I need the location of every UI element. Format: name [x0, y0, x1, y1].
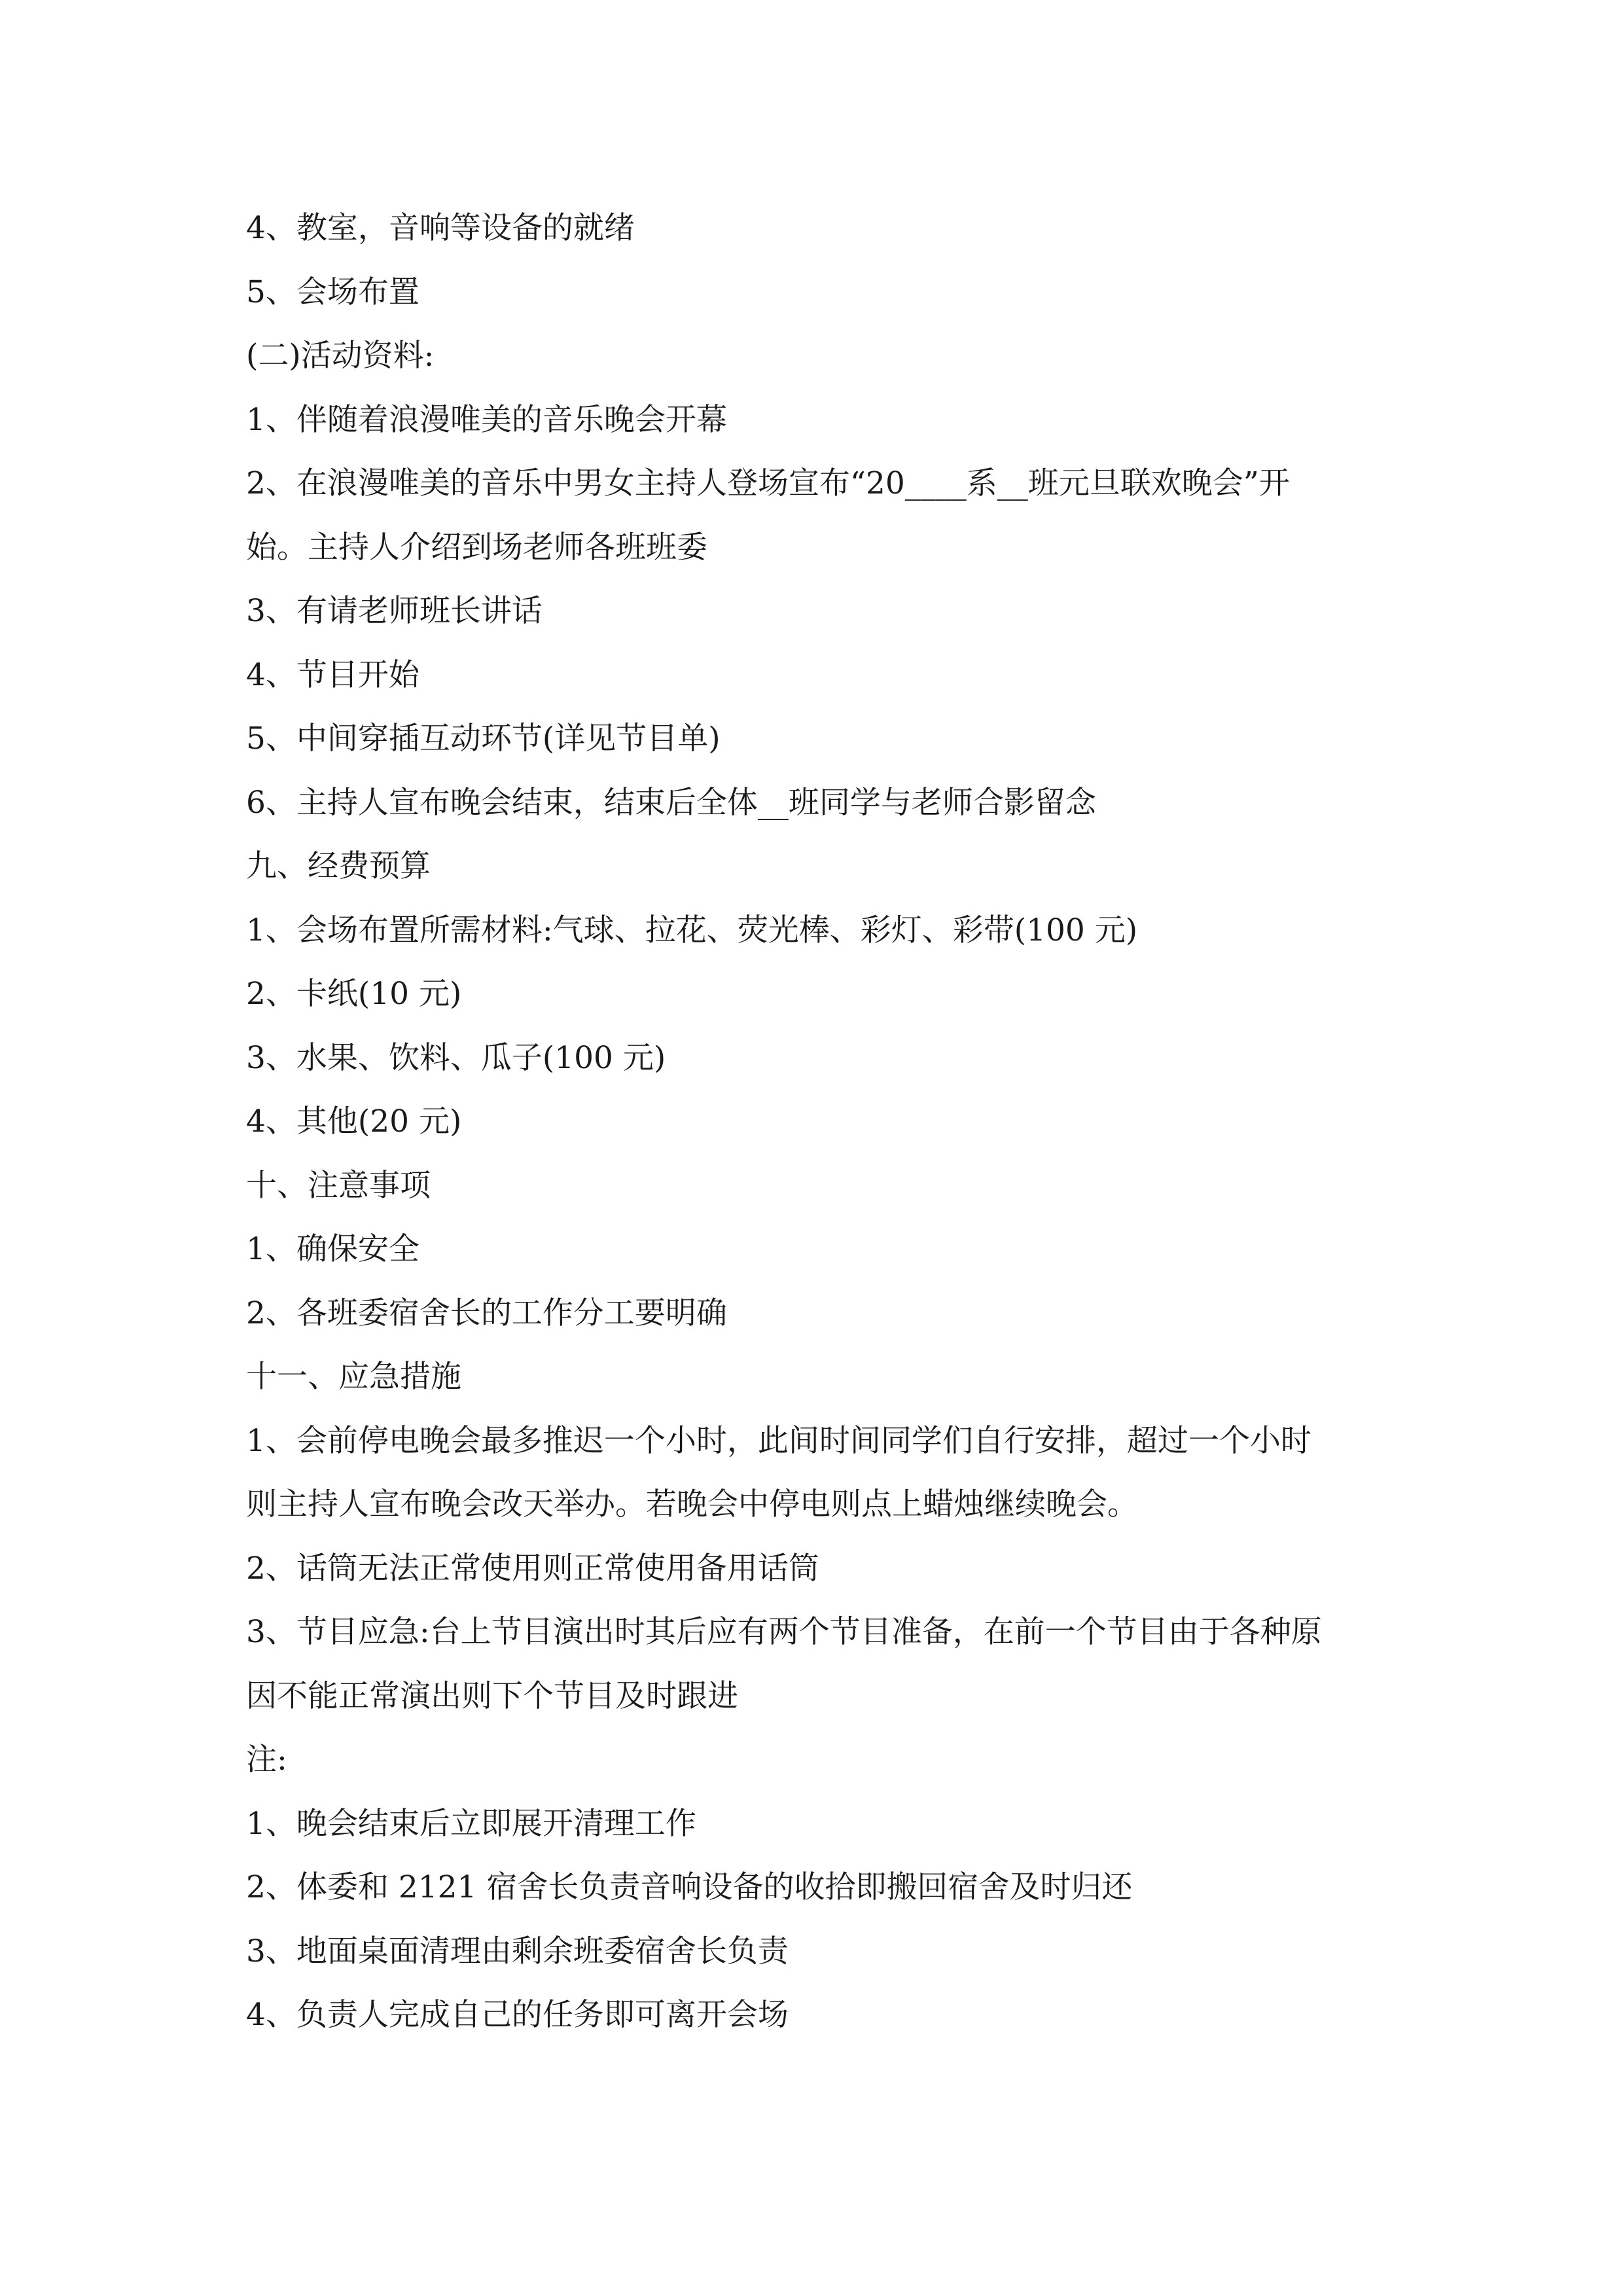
note-item-leave: 4、负责人完成自己的任务即可离开会场 [246, 1997, 789, 2033]
section-heading-notes: 十、注意事项 [246, 1167, 431, 1204]
emergency-item-power-cont: 则主持人宣布晚会改天举办。若晚会中停电则点上蜡烛继续晚会。 [246, 1486, 1138, 1522]
section-heading-budget: 九、经费预算 [246, 848, 431, 884]
list-item-venue-setup: 5、会场布置 [246, 274, 419, 310]
notes-item-safety: 1、确保安全 [246, 1231, 419, 1267]
emergency-item-power: 1、会前停电晚会最多推迟一个小时，此间时间同学们自行安排，超过一个小时 [246, 1422, 1311, 1459]
list-item-equipment-ready: 4、教室，音响等设备的就绪 [246, 210, 635, 246]
budget-item-cardstock: 2、卡纸(10 元) [246, 976, 462, 1012]
emergency-item-program-cont: 因不能正常演出则下个节目及时跟进 [246, 1677, 738, 1714]
emergency-item-program: 3、节目应急:台上节目演出时其后应有两个节目准备，在前一个节目由于各种原 [246, 1614, 1322, 1650]
emergency-item-mic: 2、话筒无法正常使用则正常使用备用话筒 [246, 1550, 819, 1587]
notes-item-division: 2、各班委宿舍长的工作分工要明确 [246, 1295, 727, 1331]
budget-item-materials: 1、会场布置所需材料:气球、拉花、荧光棒、彩灯、彩带(100 元) [246, 912, 1138, 948]
note-item-audio-return: 2、体委和 2121 宿舍长负责音响设备的收拾即搬回宿舍及时归还 [246, 1869, 1133, 1905]
list-item-opening: 1、伴随着浪漫唯美的音乐晚会开幕 [246, 401, 727, 438]
section-heading-activity-content: (二)活动资料: [246, 338, 435, 374]
list-item-hosts-announce-cont: 始。主持人介绍到场老师各班班委 [246, 529, 707, 565]
note-item-floor-cleaning: 3、地面桌面清理由剩余班委宿舍长负责 [246, 1933, 789, 1969]
list-item-interactive: 5、中间穿插互动环节(详见节目单) [246, 721, 721, 757]
budget-item-other: 4、其他(20 元) [246, 1103, 462, 1139]
note-heading: 注: [246, 1742, 287, 1778]
list-item-closing-photo: 6、主持人宣布晚会结束，结束后全体__班同学与老师合影留念 [246, 784, 1096, 821]
note-item-cleanup: 1、晚会结束后立即展开清理工作 [246, 1805, 696, 1842]
budget-item-snacks: 3、水果、饮料、瓜子(100 元) [246, 1039, 666, 1076]
list-item-hosts-announce: 2、在浪漫唯美的音乐中男女主持人登场宣布“20____系__班元旦联欢晚会”开 [246, 465, 1290, 501]
section-heading-emergency: 十一、应急措施 [246, 1359, 461, 1395]
document-body [246, 196, 1385, 2047]
list-item-program-start: 4、节目开始 [246, 656, 419, 693]
list-item-speeches: 3、有请老师班长讲话 [246, 593, 543, 629]
